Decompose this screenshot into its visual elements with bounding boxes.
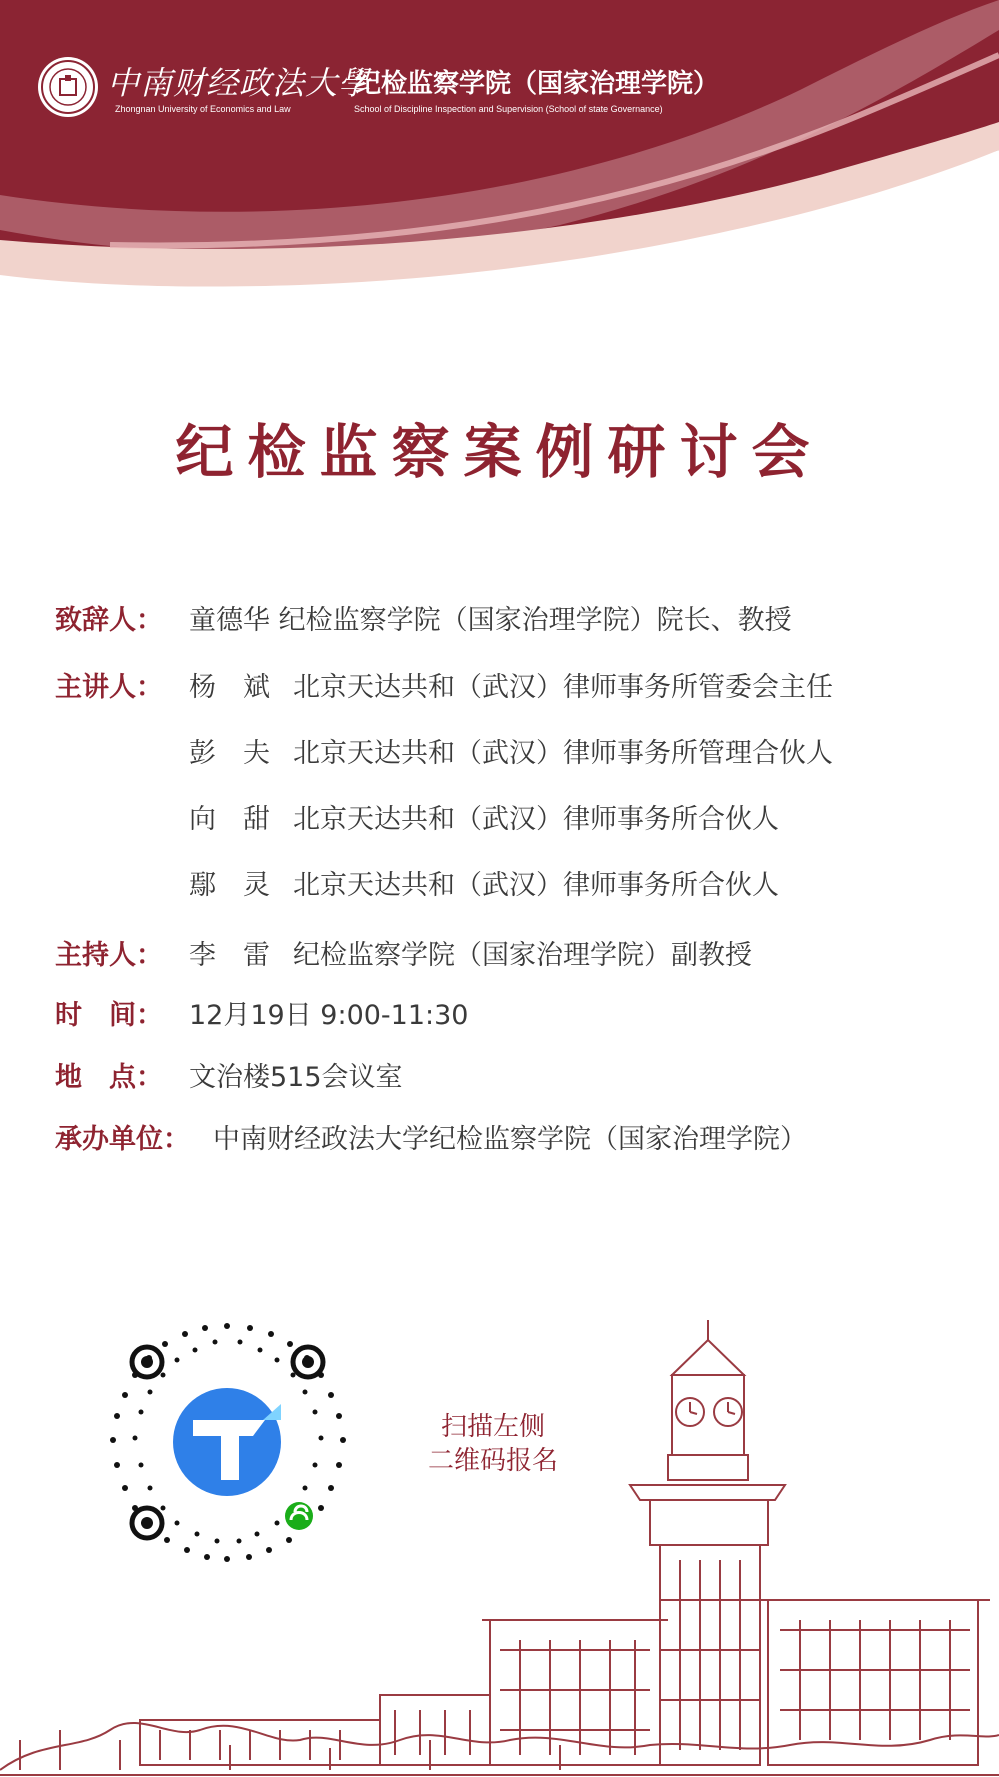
speaker-title: 北京天达共和（武汉）律师事务所合伙人 <box>293 870 779 901</box>
host-row <box>55 933 752 973</box>
university-seal-icon <box>36 55 100 119</box>
place-row <box>55 1055 403 1095</box>
speaker-name: 向 甜 <box>189 804 270 835</box>
host-title: 纪检监察学院（国家治理学院）副教授 <box>293 940 752 971</box>
speakers-label: 主讲人： <box>55 672 163 703</box>
qr-caption <box>418 1410 568 1478</box>
time-label: 时 间： <box>55 1000 163 1031</box>
greeting-label: 致辞人： <box>55 605 163 636</box>
speaker-title: 北京天达共和（武汉）律师事务所合伙人 <box>293 804 779 835</box>
time-value: 12月19日 9:00-11:30 <box>189 1000 469 1031</box>
speaker-name: 鄢 灵 <box>189 870 270 901</box>
qr-caption-line1: 扫描左侧 <box>440 1412 545 1442</box>
greeting-text: 童德华 纪检监察学院（国家治理学院）院长、教授 <box>189 605 792 636</box>
university-name-cn: 中南财经政法大學 <box>107 64 372 102</box>
qr-code[interactable] <box>105 1320 350 1565</box>
qr-caption-line2: 二维码报名 <box>427 1446 558 1476</box>
header-banner <box>0 0 999 330</box>
speaker-name: 杨 斌 <box>189 672 270 703</box>
speaker-row <box>55 797 779 837</box>
host-label: 主持人： <box>55 940 163 971</box>
place-label: 地 点： <box>55 1062 163 1093</box>
speaker-name: 彭 夫 <box>189 738 270 769</box>
organizer-row <box>55 1117 807 1157</box>
school-name-en: School of Discipline Inspection and Supervision (School of state Governance) <box>354 104 663 114</box>
school-name-cn: 纪检监察学院（国家治理学院） <box>355 69 720 99</box>
speaker-title: 北京天达共和（武汉）律师事务所管理合伙人 <box>293 738 833 769</box>
place-value: 文治楼515会议室 <box>189 1062 403 1093</box>
host-name: 李 雷 <box>189 940 270 971</box>
organizer-value: 中南财经政法大学纪检监察学院（国家治理学院） <box>213 1124 807 1155</box>
event-title: 纪检监察案例研讨会 <box>175 418 824 486</box>
speaker-title: 北京天达共和（武汉）律师事务所管委会主任 <box>293 672 833 703</box>
greeting-row <box>55 598 792 638</box>
university-name-en: Zhongnan University of Economics and Law <box>115 104 291 114</box>
organizer-label: 承办单位： <box>55 1124 190 1155</box>
speaker-row <box>55 863 779 903</box>
speaker-row <box>55 665 833 705</box>
speaker-row <box>55 731 833 771</box>
time-row <box>55 993 468 1033</box>
